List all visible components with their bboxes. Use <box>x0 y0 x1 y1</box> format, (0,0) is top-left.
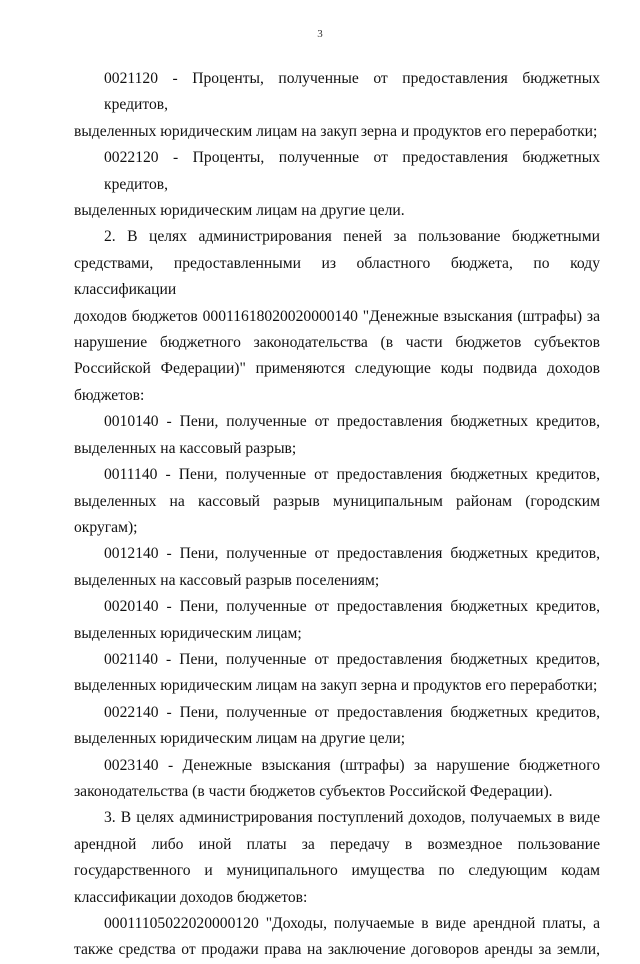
text-line: бюджетов: <box>74 386 145 404</box>
text-line: выделенных юридическим лицам на закуп зерна и продуктов его переработки; <box>74 677 598 695</box>
text-line: выделенных юридическим лицам на другие цели. <box>74 202 405 220</box>
document-body <box>74 66 600 964</box>
page-number: 3 <box>317 28 323 40</box>
text-line: государственного и муниципального имущества по следующим кодам <box>74 862 600 880</box>
text-line: 0021120 - Проценты, полученные от предоставления бюджетных кредитов, <box>104 70 600 114</box>
text-line: выделенных на кассовый разрыв; <box>74 439 297 457</box>
text-line: 0022140 - Пени, полученные от предоставления бюджетных кредитов, <box>104 703 600 721</box>
text-line: Российской Федерации)" применяются следующие коды подвида доходов <box>74 360 600 378</box>
text-line: выделенных юридическим лицам; <box>74 624 302 642</box>
text-line: арендной либо иной платы за передачу в возмездное пользование <box>74 835 600 853</box>
text-line: средствами, предоставленными из областного бюджета, по коду классификации <box>74 254 600 299</box>
text-line: 00011105022020000120 "Доходы, получаемые в виде арендной платы, а <box>104 915 600 932</box>
text-line: доходов бюджетов 00011618020020000140 "Денежные взыскания (штрафы) за <box>74 307 600 325</box>
text-line: классификации доходов бюджетов: <box>74 888 308 906</box>
text-line: 0012140 - Пени, полученные от предоставления бюджетных кредитов, <box>104 545 600 563</box>
text-line: выделенных на кассовый разрыв поселениям; <box>74 571 380 589</box>
text-line: выделенных юридическим лицам на закуп зерна и продуктов его переработки; <box>74 122 598 140</box>
text-line: 0010140 - Пени, полученные от предоставления бюджетных кредитов, <box>104 413 600 431</box>
text-line: 0020140 - Пени, полученные от предоставления бюджетных кредитов, <box>104 598 600 616</box>
text-line: законодательства (в части бюджетов субъектов Российской Федерации). <box>74 782 553 800</box>
text-line: нарушение бюджетного законодательства (в части бюджетов субъектов <box>74 334 600 352</box>
text-line: 0021140 - Пени, полученные от предоставления бюджетных кредитов, <box>104 650 600 668</box>
text-line: 0022120 - Проценты, полученные от предоставления бюджетных кредитов, <box>104 149 600 193</box>
text-line: выделенных на кассовый разрыв муниципальным районам (городским округам); <box>74 492 600 536</box>
text-line: 2. В целях администрирования пеней за пользование бюджетными <box>104 228 600 246</box>
text-line: также средства от продажи права на заключение договоров аренды за земли, <box>74 941 600 959</box>
text-line: 0011140 - Пени, полученные от предоставления бюджетных кредитов, <box>104 466 600 484</box>
text-line: 0023140 - Денежные взыскания (штрафы) за нарушение бюджетного <box>104 756 600 774</box>
text-line: выделенных юридическим лицам на другие цели; <box>74 730 406 748</box>
text-line: 3. В целях администрирования поступлений доходов, получаемых в виде <box>104 809 600 827</box>
